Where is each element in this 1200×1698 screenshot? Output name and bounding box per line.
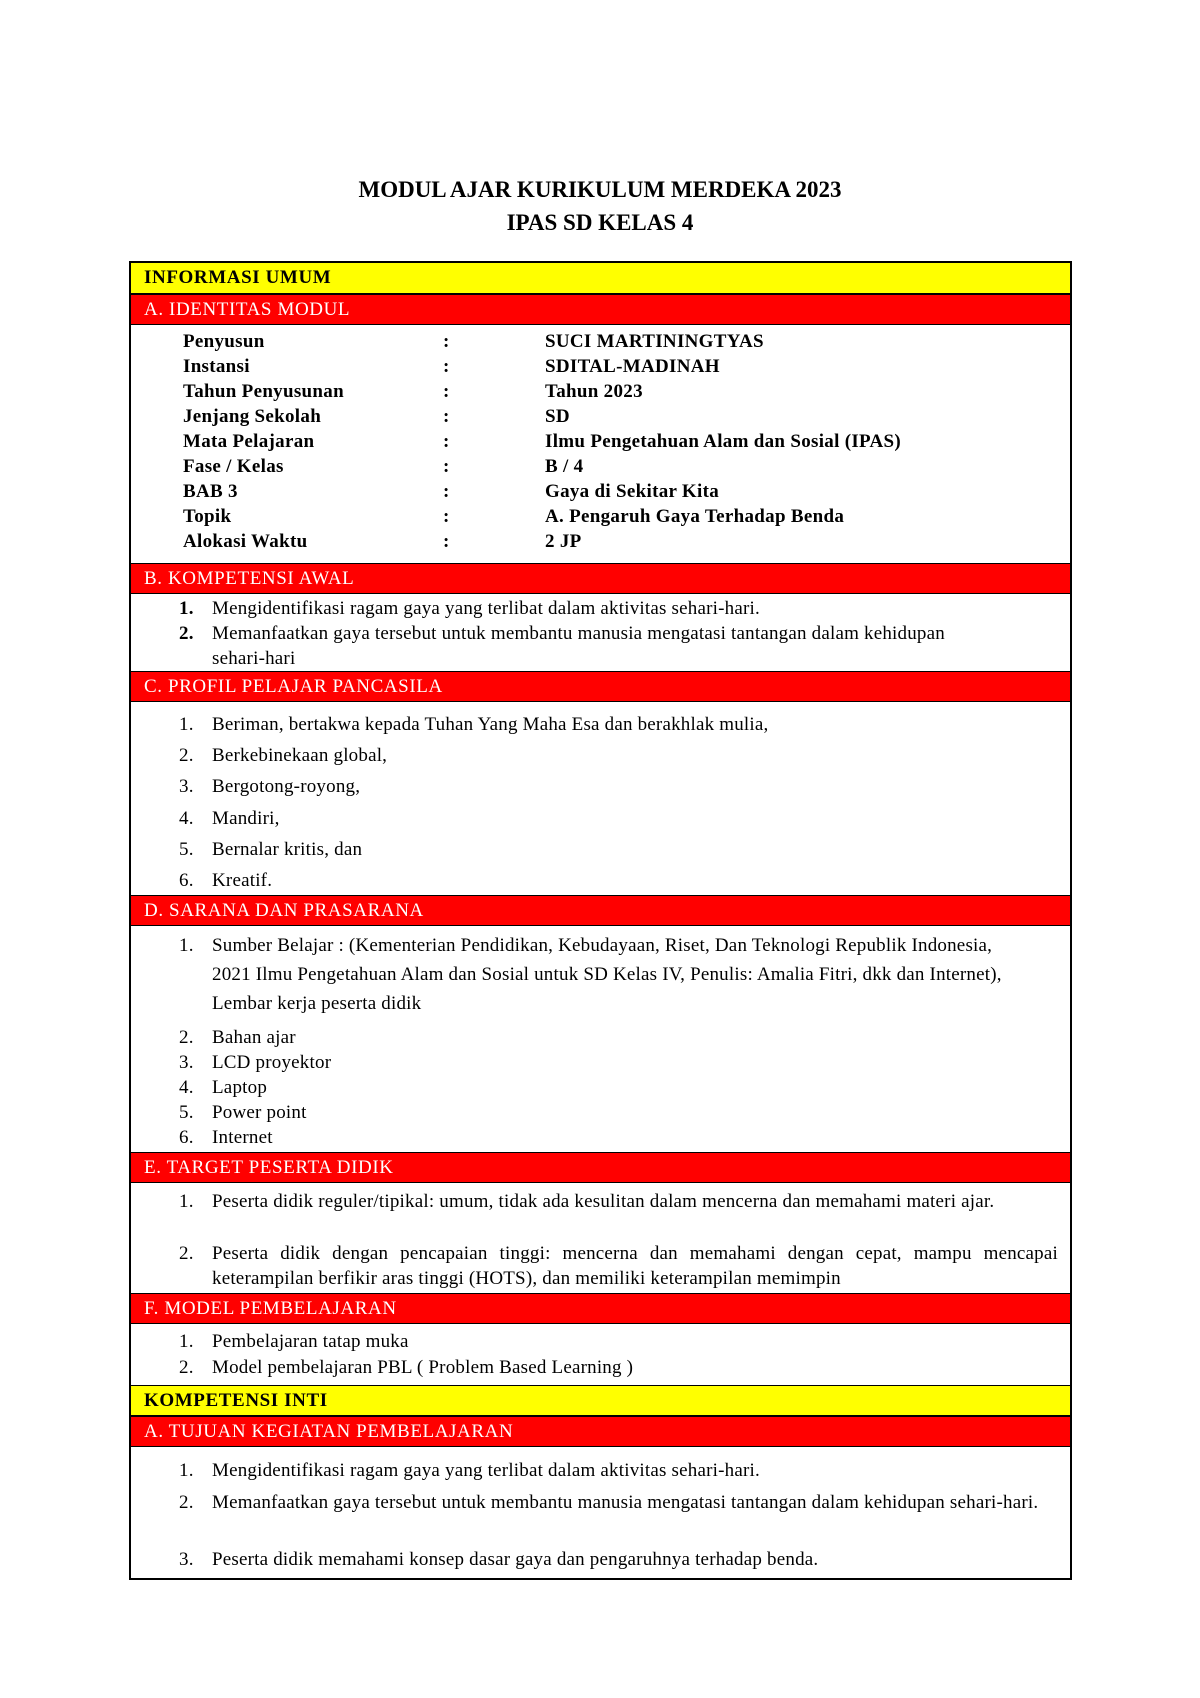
profil-pancasila-header: C. PROFIL PELAJAR PANCASILA (131, 671, 1070, 702)
target-peserta-section: 1. Peserta didik reguler/tipikal: umum, tidak ada kesulitan dalam mencerna dan memahami materi ajar. 2. Peserta didik dengan pencapaian tinggi: mencerna dan memahami dengan cepat, mampu mencapai keterampilan berfikir aras tinggi (HOTS), dan memiliki keterampilan memimpin (179, 1191, 1058, 1289)
kompetensi-inti-header: KOMPETENSI INTI (131, 1385, 1070, 1416)
tujuan-kegiatan-section: 1. Mengidentifikasi ragam gaya yang terlibat dalam aktivitas sehari-hari. 2. Memanfaatkan gaya tersebut untuk membantu manusia mengatasi tantangan dalam kehidupan sehari-hari. 3. Peserta didik memahami konsep dasar gaya dan pengaruhnya terhadap benda. (179, 1460, 1039, 1570)
sarana-prasarana-header: D. SARANA DAN PRASARANA (131, 895, 1070, 926)
tujuan-kegiatan-header: A. TUJUAN KEGIATAN PEMBELAJARAN (131, 1416, 1070, 1447)
document-subtitle: IPAS SD KELAS 4 (506, 210, 694, 235)
document-title: MODUL AJAR KURIKULUM MERDEKA 2023 (358, 177, 842, 202)
model-pembelajaran-section: 1. Pembelajaran tatap muka 2. Model pembelajaran PBL ( Problem Based Learning ) (179, 1331, 634, 1378)
target-peserta-header: E. TARGET PESERTA DIDIK (131, 1152, 1070, 1183)
module-table (129, 261, 1072, 1580)
informasi-umum-header: INFORMASI UMUM (131, 263, 1070, 294)
kompetensi-awal-section: 1. Mengidentifikasi ragam gaya yang terlibat dalam aktivitas sehari-hari. 2. Memanfaatkan gaya tersebut untuk membantu manusia mengatasi tantangan dalam kehidupan sehari-hari (179, 598, 945, 669)
profil-pancasila-section: 1. Beriman, bertakwa kepada Tuhan Yang Maha Esa dan berakhlak mulia, 2. Berkebinekaan global, 3. Bergotong-royong, 4. Mandiri, 5. Bernalar kritis, dan 6. Kreatif. (179, 714, 769, 891)
identitas-modul-section: Penyusun : SUCI MARTININGTYAS Instansi : SDITAL-MADINAH Tahun Penyusunan : Tahun 2023 Jenjang Sekolah : SD Mata Pelajaran : Ilmu Pengetahuan Alam dan Sosial (IPAS) Fase / Kelas : B / 4 BAB 3 : Gaya di Sekitar Kita Topik : A. Pengaruh Gaya Terhadap Benda Alokasi Waktu : 2 JP (183, 331, 902, 552)
kompetensi-awal-header: B. KOMPETENSI AWAL (131, 563, 1070, 594)
identitas-modul-header: A. IDENTITAS MODUL (131, 294, 1070, 325)
sarana-prasarana-section: 1. Sumber Belajar : (Kementerian Pendidikan, Kebudayaan, Riset, Dan Teknologi Republik Indonesia, 2021 Ilmu Pengetahuan Alam dan Sosial untuk SD Kelas IV, Penulis: Amalia Fitri, dkk dan Internet), Lembar kerja peserta didik 2. Bahan ajar 3. LCD proyektor 4. Laptop 5. Power point 6. Internet (179, 935, 1002, 1148)
model-pembelajaran-header: F. MODEL PEMBELAJARAN (131, 1293, 1070, 1324)
